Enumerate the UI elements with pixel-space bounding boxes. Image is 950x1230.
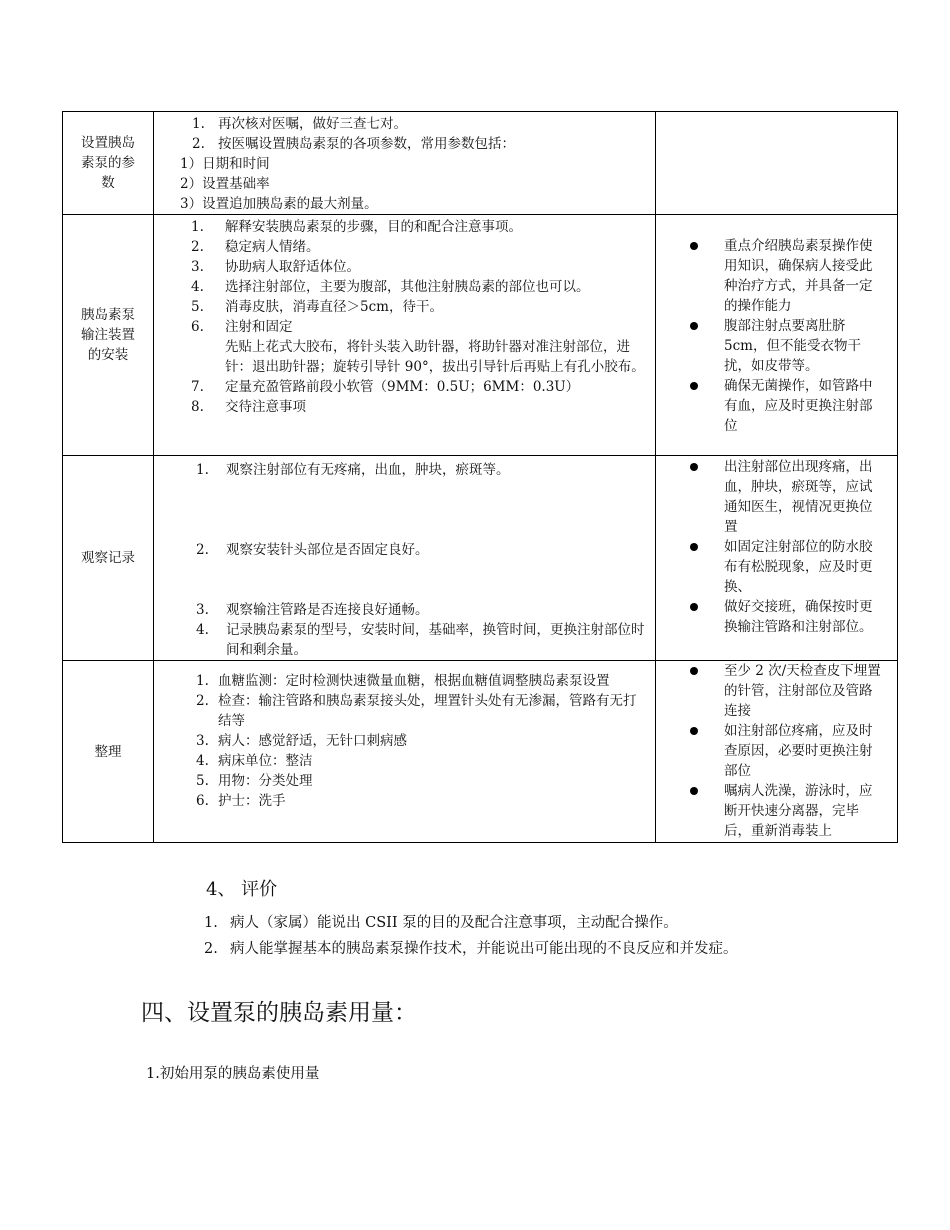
bullet-icon <box>690 787 698 795</box>
param-item: 1）日期和时间 <box>180 156 270 172</box>
bullet-icon <box>690 727 698 735</box>
list-item: 嘱病人洗澡，游泳时，应断开快速分离器，完毕后，重新消毒装上 <box>656 781 897 841</box>
list-item: 2. 病人能掌握基本的胰岛素泵操作技术，并能说出可能出现的不良反应和并发症。 <box>204 941 738 957</box>
evaluation-list <box>204 912 824 960</box>
list-item: 确保无菌操作，如管路中有血，应及时更换注射部位 <box>656 376 897 436</box>
list-item: 2. 检查：输注管路和胰岛素泵接头处，埋置针头处有无渗漏，管路有无打结等 <box>196 693 637 729</box>
list-item: 重点介绍胰岛素泵操作使用知识，确保病人接受此种治疗方式，并具备一定的操作能力 <box>656 236 897 316</box>
table-row <box>63 456 898 661</box>
list-item: 1. 血糖监测：定时检测快速微量血糖，根据血糖值调整胰岛素泵设置 <box>196 673 610 689</box>
notes-cell <box>656 215 898 456</box>
list-item: 7. 定量充盈管路前段小软管（9MM：0.5U；6MM：0.3U） <box>191 379 580 395</box>
notes-cell <box>656 456 898 661</box>
list-item: 至少 2 次/天检查皮下埋置的针管，注射部位及管路连接 <box>656 661 897 721</box>
param-item: 2）设置基础率 <box>180 176 270 192</box>
list-item: 3. 协助病人取舒适体位。 <box>191 259 360 275</box>
bullet-icon <box>690 242 698 250</box>
table-row <box>63 215 898 456</box>
list-item: 如注射部位疼痛，应及时查原因，必要时更换注射部位 <box>656 721 897 781</box>
list-item: 5. 用物：分类处理 <box>196 773 313 789</box>
row-label: 设置胰岛素泵的参数 <box>81 135 135 191</box>
steps-cell <box>154 112 656 215</box>
list-item: 3. 观察输注管路是否连接良好通畅。 <box>196 602 429 618</box>
list-item: 6. 护士：洗手 <box>196 793 286 809</box>
list-item: 3. 病人：感觉舒适，无针口刺病感 <box>196 733 407 749</box>
row-label: 整理 <box>94 743 122 760</box>
list-item: 先贴上花式大胶布，将针头装入助针器，将助针器对准注射部位，进针：退出助针器；旋转引导针 90°，拔出引导针后再贴上有孔小胶布。 <box>225 339 645 375</box>
list-item: 1. 病人（家属）能说出 CSII 泵的目的及配合注意事项，主动配合操作。 <box>204 915 678 931</box>
row-label-cell <box>63 112 154 215</box>
list-item: 做好交接班，确保按时更换输注管路和注射部位。 <box>656 597 897 637</box>
procedure-table <box>62 111 898 843</box>
list-item: 腹部注射点要离肚脐 5cm，但不能受衣物干扰，如皮带等。 <box>656 316 897 376</box>
list-item: 1. 解释安装胰岛素泵的步骤，目的和配合注意事项。 <box>191 219 522 235</box>
bullet-icon <box>690 463 698 471</box>
list-item: 4. 记录胰岛素泵的型号，安装时间，基础率，换管时间，更换注射部位时间和剩余量。 <box>196 622 645 658</box>
list-item: 如固定注射部位的防水胶布有松脱现象，应及时更换、 <box>656 537 897 597</box>
notes-cell <box>656 661 898 843</box>
bullet-icon <box>690 603 698 611</box>
param-item: 3）设置追加胰岛素的最大剂量。 <box>180 196 378 212</box>
notes-cell <box>656 112 898 215</box>
steps-cell <box>154 215 656 456</box>
steps-cell <box>154 661 656 843</box>
list-item: 8. 交待注意事项 <box>191 399 306 415</box>
row-label-cell <box>63 456 154 661</box>
table-row <box>63 112 898 215</box>
list-item: 出注射部位出现疼痛，出血，肿块，瘀斑等，应试通知医生，视情况更换位置 <box>656 457 897 537</box>
list-item: 5. 消毒皮肤，消毒直径＞5cm，待干。 <box>191 299 443 315</box>
bullet-icon <box>690 543 698 551</box>
bullet-icon <box>690 322 698 330</box>
list-item: 2. 观察安装针头部位是否固定良好。 <box>196 542 429 558</box>
list-item: 1. 观察注射部位有无疼痛，出血，肿块，瘀斑等。 <box>196 462 510 478</box>
list-item: 4. 病床单位：整洁 <box>196 753 313 769</box>
section-heading: 四、设置泵的胰岛素用量： <box>141 1000 417 1026</box>
evaluation-heading: 4、 评价 <box>206 879 278 900</box>
list-item: 2. 按医嘱设置胰岛素泵的各项参数，常用参数包括： <box>192 136 515 152</box>
list-item: 2. 稳定病人情绪。 <box>191 239 320 255</box>
list-item: 4. 选择注射部位，主要为腹部，其他注射胰岛素的部位也可以。 <box>191 279 590 295</box>
list-item: 1. 再次核对医嘱，做好三查七对。 <box>192 116 407 132</box>
row-label: 胰岛素泵输注装置的安装 <box>81 307 135 363</box>
row-label-cell <box>63 215 154 456</box>
steps-cell <box>154 456 656 661</box>
bullet-icon <box>690 667 698 675</box>
bullet-icon <box>690 382 698 390</box>
list-item: 6. 注射和固定 <box>191 319 293 335</box>
table-row <box>63 661 898 843</box>
subsection-heading: 1.初始用泵的胰岛素使用量 <box>146 1066 320 1082</box>
row-label: 观察记录 <box>81 550 135 566</box>
row-label-cell <box>63 661 154 843</box>
